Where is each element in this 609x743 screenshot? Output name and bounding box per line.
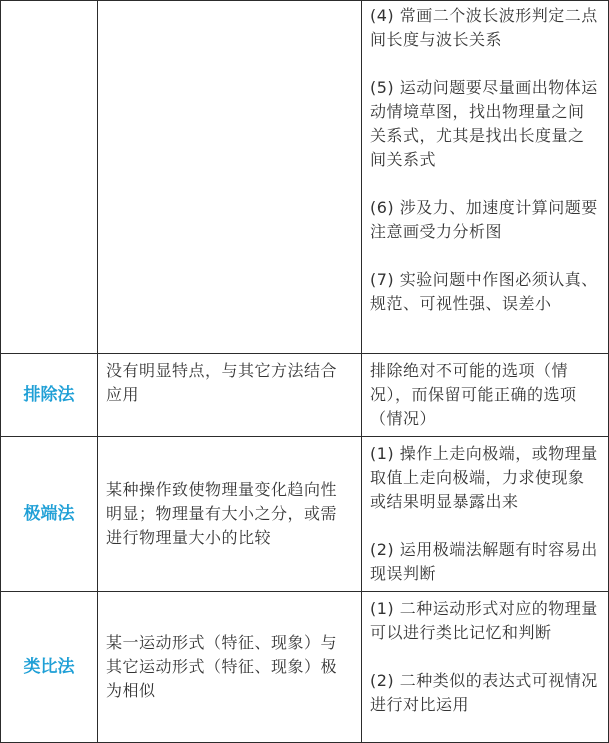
method-notes	[362, 437, 609, 592]
table-row	[1, 437, 609, 592]
note-paragraph: (2) 运用极端法解题有时容易出现误判断	[370, 540, 598, 583]
note-paragraph: (1) 操作上走向极端，或物理量取值上走向极端，力求使现象或结果明显暴露出来	[370, 444, 598, 511]
table-row	[1, 1, 609, 354]
note-paragraph: 排除绝对不可能的选项（情况），而保留可能正确的选项（情况）	[370, 361, 577, 428]
note-paragraph: (7) 实验问题中作图必须认真、规范、可视性强、误差小	[370, 270, 598, 313]
method-name: 排除法	[1, 354, 98, 437]
method-features: 某一运动形式（特征、现象）与其它运动形式（特征、现象）极为相似	[98, 592, 362, 743]
method-notes	[362, 592, 609, 743]
note-paragraph: (4) 常画二个波长波形判定二点间长度与波长关系	[370, 6, 598, 49]
note-paragraph: (2) 二种类似的表达式可视情况进行对比运用	[370, 671, 598, 714]
method-name: 类比法	[1, 592, 98, 743]
note-paragraph: (5) 运动问题要尽量画出物体运动情境草图，找出物理量之间关系式，尤其是找出长度量之间关系式	[370, 78, 598, 169]
method-name: 极端法	[1, 437, 98, 592]
table-row	[1, 592, 609, 743]
method-features: 没有明显特点，与其它方法结合应用	[98, 354, 362, 437]
method-features: 某种操作致使物理量变化趋向性明显；物理量有大小之分，或需进行物理量大小的比较	[98, 437, 362, 592]
method-features	[98, 1, 362, 354]
note-paragraph: (1) 二种运动形式对应的物理量可以进行类比记忆和判断	[370, 599, 598, 642]
table-row	[1, 354, 609, 437]
method-name	[1, 1, 98, 354]
method-notes	[362, 1, 609, 354]
method-notes	[362, 354, 609, 437]
note-paragraph: (6) 涉及力、加速度计算问题要注意画受力分析图	[370, 198, 598, 241]
